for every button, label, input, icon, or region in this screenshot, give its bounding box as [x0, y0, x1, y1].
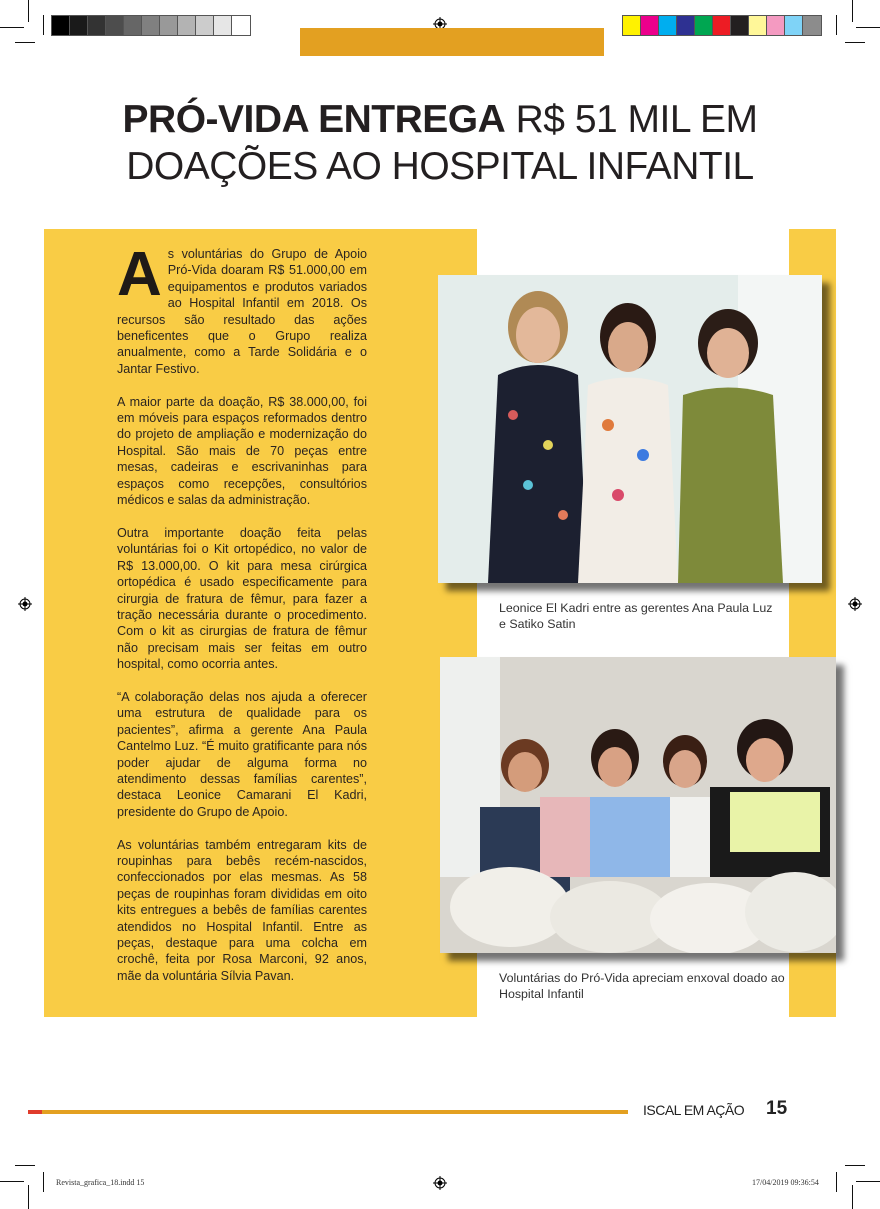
magazine-name: ISCAL EM AÇÃO [643, 1102, 745, 1118]
section-header-band [300, 28, 604, 56]
crop-mark [43, 1172, 44, 1192]
slug-timestamp: 17/04/2019 09:36:54 [752, 1178, 819, 1187]
registration-mark-icon [18, 597, 32, 611]
page-number: 15 [766, 1098, 788, 1119]
crop-mark [836, 15, 837, 35]
photo-illustration [438, 275, 822, 583]
calibration-swatch [232, 16, 250, 35]
calibration-swatch [52, 16, 70, 35]
headline-line-1 [0, 97, 880, 143]
calibration-swatch [749, 16, 767, 35]
crop-mark [0, 27, 24, 28]
calibration-swatch [142, 16, 160, 35]
crop-mark [856, 27, 880, 28]
calibration-swatch [214, 16, 232, 35]
photo-volunteers-layette [440, 657, 836, 953]
calibration-swatch [124, 16, 142, 35]
calibration-swatch [695, 16, 713, 35]
headline-line-2: DOAÇÕES AO HOSPITAL INFANTIL [126, 145, 754, 188]
crop-mark [28, 0, 29, 22]
crop-mark [845, 42, 865, 43]
calibration-swatch [641, 16, 659, 35]
grayscale-calibration-bar [51, 15, 251, 36]
color-calibration-bar [622, 15, 822, 36]
article-paragraph: “A colaboração delas nos ajuda a oferecer uma estrutura de qualidade para os pacientes”, afirma a gerente Ana Paula Cantelmo Luz. “É muito gratificante para nós poder ajudar de alguma forma no atendimento dessas famílias carentes”, destaca Leonice Camarani El Kadri, presidente do Grupo de Apoio. [117, 689, 367, 819]
slug-filename: Revista_grafica_18.indd 15 [56, 1178, 145, 1187]
calibration-swatch [659, 16, 677, 35]
article-body [117, 240, 367, 1001]
crop-mark [0, 1181, 24, 1182]
drop-cap: A [117, 240, 162, 309]
registration-mark-icon [848, 597, 862, 611]
calibration-swatch [160, 16, 178, 35]
article-paragraph: Outra importante doação feita pelas voluntárias foi o Kit ortopédico, no valor de R$ 13.000,00. O kit para mesa cirúrgica ortopédica é usado especificamente para cirurgia de fratura de fêmur, para fazer a tração necessária durante o procedimento. Com o kit as cirurgias de fratura de fêmur não precisam mais ser feitas em outro hospital, como ocorria antes. [117, 525, 367, 672]
crop-mark [852, 1185, 853, 1209]
calibration-swatch [196, 16, 214, 35]
calibration-swatch [623, 16, 641, 35]
headline-regular: R$ 51 MIL EM [505, 98, 758, 141]
article-paragraph: As voluntárias do Grupo de Apoio Pró-Vida doaram R$ 51.000,00 em equipamentos e produtos variados ao Hospital Infantil em 2018. Os recursos são resultado das ações beneficentes que o Grupo realiza anualmente, como a Tarde Solidária e o Jantar Festivo. [117, 240, 367, 376]
calibration-swatch [677, 16, 695, 35]
crop-mark [15, 1165, 35, 1166]
photo-illustration [440, 657, 836, 953]
calibration-swatch [803, 16, 821, 35]
photo-caption: Voluntárias do Pró-Vida apreciam enxoval doado ao Hospital Infantil [499, 971, 785, 1001]
footer-accent [28, 1110, 42, 1114]
footer-rule [28, 1110, 628, 1114]
calibration-swatch [178, 16, 196, 35]
article-paragraph: A maior parte da doação, R$ 38.000,00, foi em móveis para espaços reformados dentro do projeto de ampliação e modernização do Hospital. São mais de 70 peças entre mesas, cadeiras e escrivaninhas para espaços como recepções, consultórios médicos e salas da administração. [117, 394, 367, 508]
photo-three-women [438, 275, 822, 583]
calibration-swatch [88, 16, 106, 35]
crop-mark [856, 1181, 880, 1182]
calibration-swatch [731, 16, 749, 35]
crop-mark [15, 42, 35, 43]
headline-bold: PRÓ-VIDA ENTREGA [122, 98, 506, 141]
article-paragraph: As voluntárias também entregaram kits de roupinhas para bebês recém-nascidos, confeccionados por elas mesmas. As 58 peças de roupinhas foram divididas em oito kits entregues a bebês de famílias carentes atendidos no Hospital Infantil. Entre as peças, destaque para uma colcha em crochê, feita por Rosa Marconi, 92 anos, mãe da voluntária Sílvia Pavan. [117, 837, 367, 983]
crop-mark [852, 0, 853, 22]
calibration-swatch [713, 16, 731, 35]
crop-mark [845, 1165, 865, 1166]
calibration-swatch [106, 16, 124, 35]
crop-mark [28, 1185, 29, 1209]
photo-caption: Leonice El Kadri entre as gerentes Ana Paula Luz e Satiko Satin [499, 601, 773, 631]
crop-mark [43, 15, 44, 35]
calibration-swatch [70, 16, 88, 35]
registration-mark-icon [433, 1176, 447, 1190]
crop-mark [836, 1172, 837, 1192]
calibration-swatch [785, 16, 803, 35]
calibration-swatch [767, 16, 785, 35]
